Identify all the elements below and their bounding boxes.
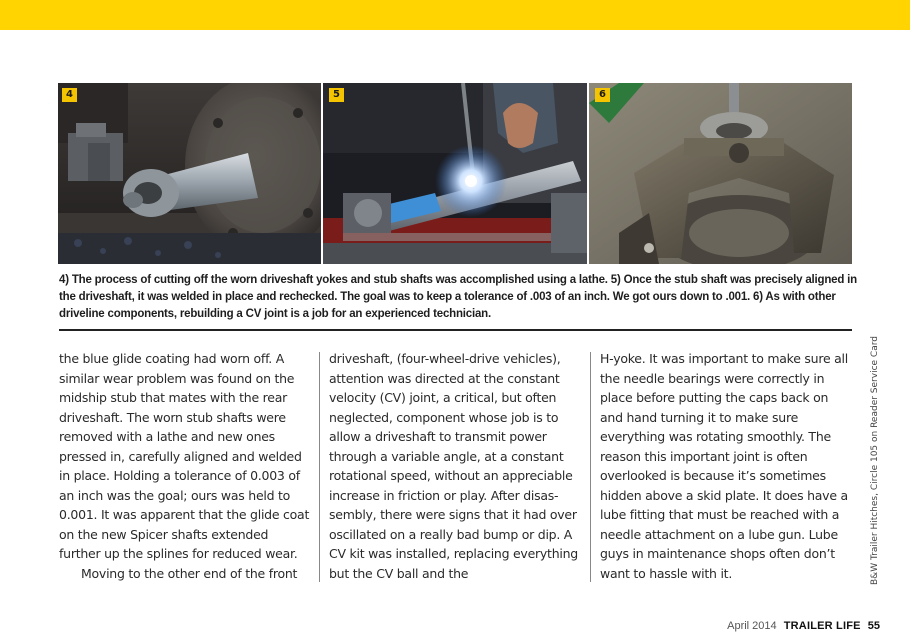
welding-illustration <box>323 83 587 264</box>
column-3-paragraph: H-yoke. It was important to make sure all the needle bearings were correctly in place before putting the caps back on and hand turning it to make sure everything was rotating smoothly. The reason this important joint is often overlooked is because it’s sometimes hidden above a skid plate. It does have a lube fitting that must be reached with a needle attachment on a lube gun. Lube guys in maintenance shops often don’t want to hassle with it. <box>600 351 848 581</box>
photo-welding <box>323 83 587 264</box>
caption-divider <box>59 329 852 331</box>
column-1-paragraph-1: the blue glide coating had worn off. A similar wear problem was found on the midship stub that mates with the rear driveshaft. The worn stub shafts were removed with a lathe and new ones pressed in, carefully aligned and welded in place. Holding a tolerance of 0.003 of an inch was the goal; ours was held to 0.001. It was apparent that the glide coat on the new Spicer shafts extended further up the splines for reduced wear. <box>59 351 310 561</box>
column-divider-1 <box>319 352 320 582</box>
body-column-3 <box>600 349 852 583</box>
page-footer <box>727 619 880 633</box>
lathe-illustration <box>58 83 321 264</box>
photo-number-badge: 6 <box>595 88 610 102</box>
issue-date: April 2014 <box>727 620 777 632</box>
photo-number-badge: 4 <box>62 88 77 102</box>
photo-number-badge: 5 <box>329 88 344 102</box>
page-number: 55 <box>867 620 880 632</box>
header-color-bar <box>0 0 910 30</box>
reader-service-note: B&W Trailer Hitches, Circle 105 on Reader Service Card <box>870 336 880 585</box>
column-divider-2 <box>590 352 591 582</box>
column-1-paragraph-2: Moving to the other end of the front <box>81 565 298 581</box>
magazine-name: TRAILER LIFE <box>783 620 861 632</box>
photo-caption: 4) The process of cutting off the worn driveshaft yokes and stub shafts was accomplished using a lathe. 5) Once the stub shaft was precisely aligned in the driveshaft, it was welded in place and rechecked. The goal was to keep a tolerance of .003 of an inch. We got ours down to .001. 6) As with other driveline components, rebuilding a CV joint is a job for an experienced technician. <box>59 274 857 320</box>
photo-cv-joint <box>589 83 852 264</box>
body-column-1 <box>59 349 311 583</box>
cv-joint-illustration <box>589 83 852 264</box>
body-column-2 <box>329 349 581 583</box>
photo-lathe <box>58 83 321 264</box>
column-2-paragraph: driveshaft, (four-wheel-drive vehicles), attention was directed at the constant velocity (CV) joint, a critical, but often neglected, component whose job is to allow a driveshaft to transmit power through a variable angle, at a constant rotational speed, without an appreciable increase in friction or play. After disas-sembly, there were signs that it had over oscillated on a really bad bump or dip. A CV kit was installed, replacing everything but the CV ball and the <box>329 351 578 581</box>
